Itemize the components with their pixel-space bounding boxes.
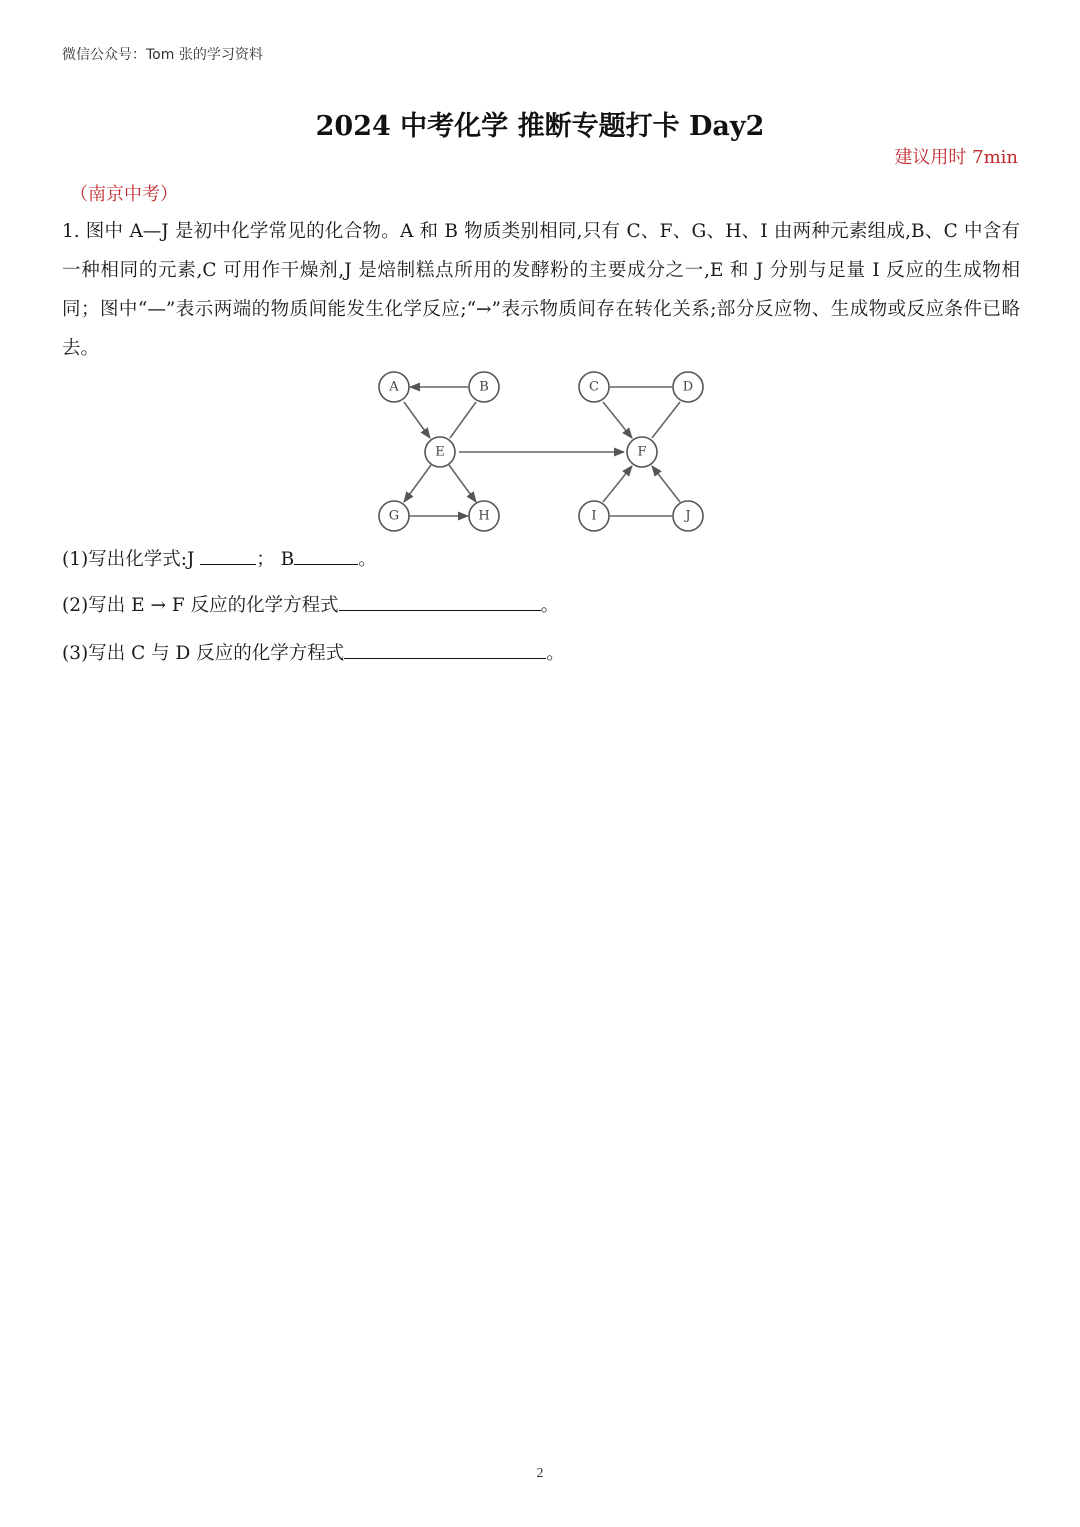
edge-e-g xyxy=(404,465,431,502)
answer-blank-equation-ef[interactable] xyxy=(339,592,541,611)
edge-e-h xyxy=(449,465,476,502)
node-e-label: E xyxy=(435,444,445,460)
node-i-label: I xyxy=(591,508,597,524)
node-a-label: A xyxy=(389,379,399,395)
answer-blank-equation-cd[interactable] xyxy=(344,640,546,659)
answer-blank-j[interactable] xyxy=(200,546,256,565)
q2-prefix: (2)写出 E → F 反应的化学方程式 xyxy=(62,595,339,616)
node-h-label: H xyxy=(478,508,490,524)
answer-blank-b[interactable] xyxy=(294,546,358,565)
edge-b-e xyxy=(450,402,476,438)
question-source: （南京中考） xyxy=(70,184,178,205)
edge-d-f xyxy=(652,402,680,438)
question-text: 1. 图中 A—J 是初中化学常见的化合物。A 和 B 物质类别相同,只有 C、F、G、H、I 由两种元素组成,B、C 中含有一种相同的元素,C 可用作干燥剂,J 是焙制糕点所用的发酵粉的主要成分之一,E 和 J 分别与足量 I 反应的生成物相同；图中“—”表示两端的物质间能发生化学反应;“→”表示物质间存在转化关系;部分反应物、生成物或反应条件已略去。 xyxy=(62,221,1020,359)
page-number: 2 xyxy=(536,1466,544,1481)
subquestion-3 xyxy=(62,639,565,665)
edge-j-f xyxy=(652,466,680,502)
node-f-label: F xyxy=(637,444,647,460)
q2-end: 。 xyxy=(540,595,560,616)
subquestion-2 xyxy=(62,591,559,617)
q3-end: 。 xyxy=(546,643,565,664)
edge-i-f xyxy=(603,466,632,502)
subquestion-1 xyxy=(62,545,377,571)
relationship-diagram xyxy=(370,364,712,536)
q1-prefix: (1)写出化学式:J xyxy=(62,549,195,570)
q1-end: 。 xyxy=(358,549,377,570)
node-c-label: C xyxy=(589,379,599,395)
node-b-label: B xyxy=(479,379,489,395)
node-j-label: J xyxy=(685,508,691,524)
edge-a-e xyxy=(404,402,430,438)
q1-separator: ； B xyxy=(256,549,295,570)
q3-prefix: (3)写出 C 与 D 反应的化学方程式 xyxy=(62,643,345,664)
suggested-time: 建议用时 7min xyxy=(894,147,1018,168)
edge-c-f xyxy=(603,402,632,438)
node-d-label: D xyxy=(682,379,694,395)
node-g-label: G xyxy=(388,508,400,524)
wechat-account-note: 微信公众号：Tom 张的学习资料 xyxy=(62,47,263,63)
page-title: 2024 中考化学 推断专题打卡 Day2 xyxy=(315,111,765,142)
